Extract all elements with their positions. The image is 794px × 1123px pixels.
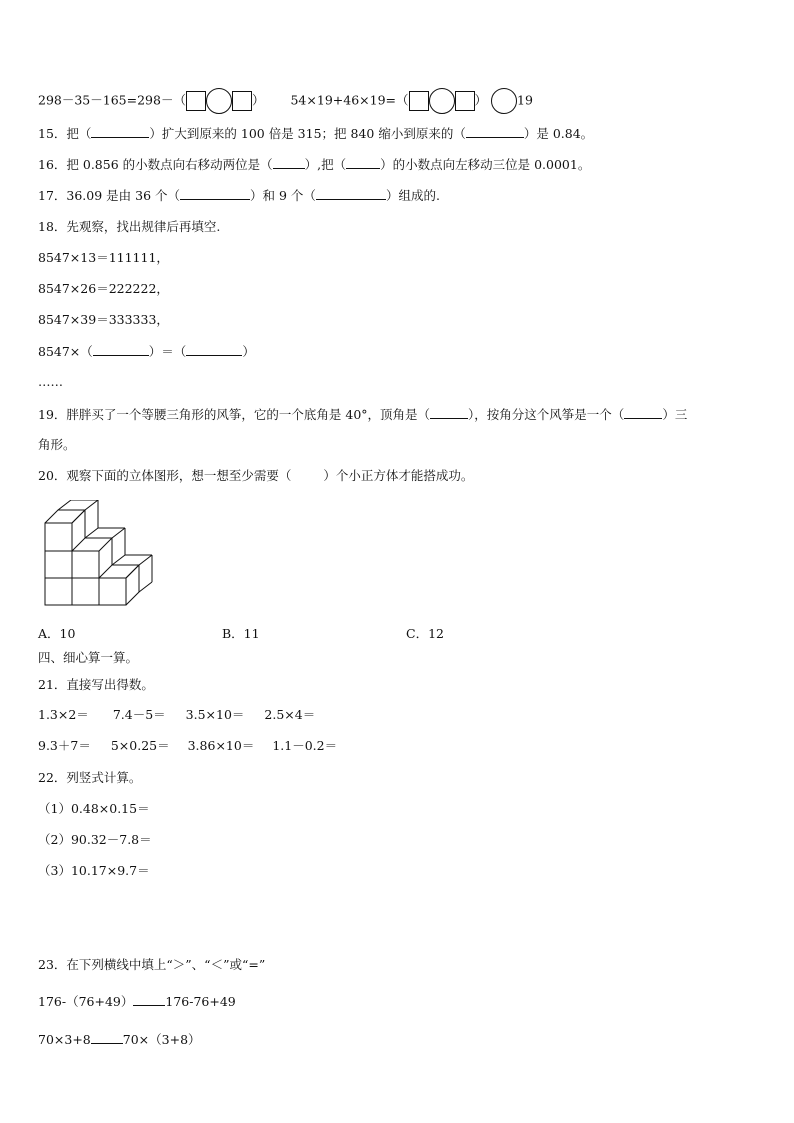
answer-square[interactable] xyxy=(409,91,429,111)
option-b[interactable]: B．11 xyxy=(222,626,260,641)
q14-left-answer-boxes xyxy=(186,88,252,114)
q14-line: 298－35－165=298－（ ） 54×19+46×19=（ ） 19 xyxy=(38,88,533,114)
answer-circle[interactable] xyxy=(206,88,232,114)
compare-line-2: 70×3+8 70×（3+8） xyxy=(38,1032,201,1047)
answer-blank[interactable] xyxy=(91,1031,123,1044)
question-19-line2: 角形。 xyxy=(38,437,76,452)
answer-blank[interactable] xyxy=(624,406,662,419)
question-22-title: 22．列竖式计算。 xyxy=(38,770,142,785)
answer-square[interactable] xyxy=(232,91,252,111)
ellipsis: …… xyxy=(38,374,63,389)
answer-blank[interactable] xyxy=(186,343,242,356)
answer-blank[interactable] xyxy=(180,187,250,200)
vertical-calc-item: （3）10.17×9.7＝ xyxy=(38,863,150,878)
question-21-title: 21．直接写出得数。 xyxy=(38,677,154,692)
question-20: 20．观察下面的立体图形，想一想至少需要（ ）个小正方体才能搭成功。 xyxy=(38,468,474,483)
answer-circle[interactable] xyxy=(429,88,455,114)
mental-math-row-1: 1.3×2＝ 7.4－5＝ 3.5×10＝ 2.5×4＝ xyxy=(38,707,316,722)
vertical-calc-item: （1）0.48×0.15＝ xyxy=(38,801,150,816)
cube-stack-figure xyxy=(40,500,160,610)
question-17: 17．36.09 是由 36 个（ ）和 9 个（ ）组成的. xyxy=(38,188,440,203)
question-16: 16．把 0.856 的小数点向右移动两位是（ ）,把（ ）的小数点向左移动三位是 0.0001。 xyxy=(38,157,591,172)
compare-line-1: 176-（76+49） 176-76+49 xyxy=(38,994,236,1009)
option-c[interactable]: C．12 xyxy=(406,626,444,641)
answer-blank[interactable] xyxy=(430,406,468,419)
question-15: 15．把（ ）扩大到原来的 100 倍是 315；把 840 缩小到原来的（ ）是 0.84。 xyxy=(38,126,594,141)
answer-square[interactable] xyxy=(186,91,206,111)
answer-square[interactable] xyxy=(455,91,475,111)
section-heading: 四、细心算一算。 xyxy=(38,650,139,665)
question-18-title: 18．先观察，找出规律后再填空. xyxy=(38,219,221,234)
answer-blank[interactable] xyxy=(346,156,380,169)
question-23-title: 23．在下列横线中填上“＞”、“＜”或“=” xyxy=(38,957,266,972)
answer-blank[interactable] xyxy=(133,993,165,1006)
answer-blank[interactable] xyxy=(316,187,386,200)
question-19: 19．胖胖买了一个等腰三角形的风筝，它的一个底角是 40°，顶角是（ ），按角分这个风筝是一个（ ）三 xyxy=(38,407,688,422)
answer-circle[interactable] xyxy=(491,88,517,114)
pattern-line: 8547×39＝333333， xyxy=(38,312,169,327)
answer-blank[interactable] xyxy=(466,125,524,138)
pattern-line: 8547×26＝222222， xyxy=(38,281,169,296)
pattern-fill-line: 8547×（ ）＝（ ） xyxy=(38,344,255,359)
answer-blank[interactable] xyxy=(91,125,149,138)
vertical-calc-item: （2）90.32－7.8＝ xyxy=(38,832,152,847)
answer-blank[interactable] xyxy=(93,343,149,356)
option-a[interactable]: A．10 xyxy=(38,626,76,641)
mental-math-row-2: 9.3＋7＝ 5×0.25＝ 3.86×10＝ 1.1－0.2＝ xyxy=(38,738,338,753)
q14-right-answer-boxes xyxy=(409,88,475,114)
pattern-line: 8547×13＝111111， xyxy=(38,250,169,265)
answer-blank[interactable] xyxy=(273,156,305,169)
